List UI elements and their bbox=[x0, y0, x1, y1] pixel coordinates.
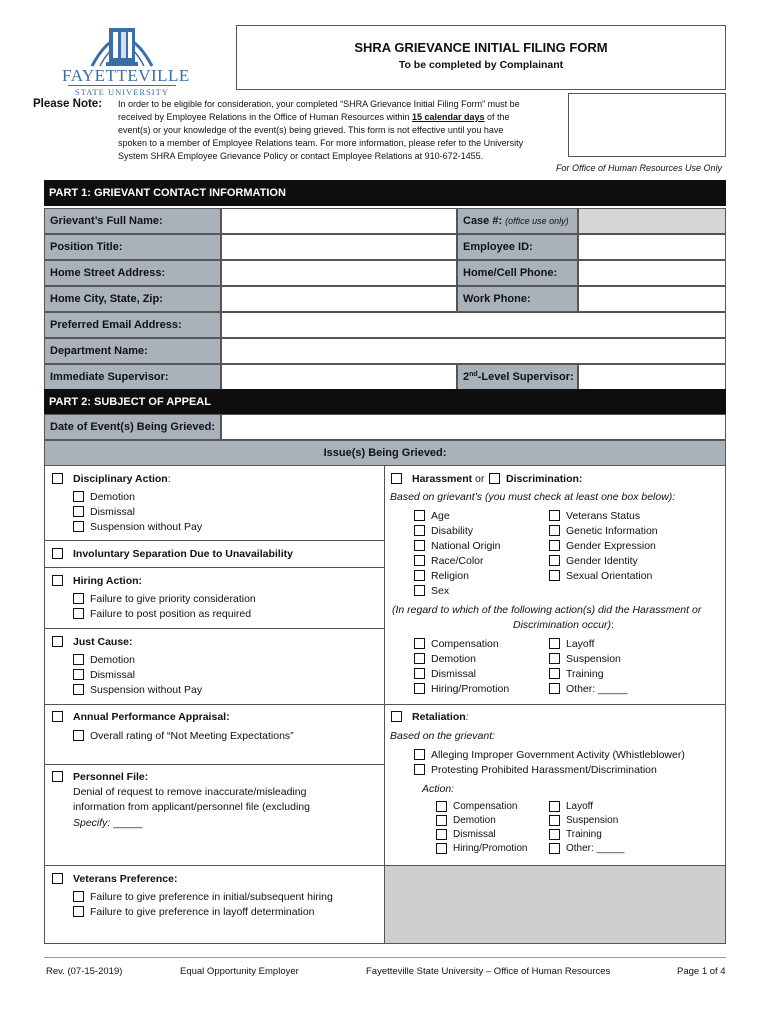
hiring-promotion-checkbox[interactable] bbox=[414, 683, 425, 694]
based-on-text: Based on grievant’s (you must check at least one box below): bbox=[390, 491, 676, 503]
employee-id-field[interactable] bbox=[578, 234, 726, 260]
date-field[interactable] bbox=[221, 414, 726, 440]
personnel-label: Personnel File: bbox=[73, 771, 149, 783]
department-field[interactable] bbox=[221, 338, 726, 364]
position-label: Position Title: bbox=[44, 234, 221, 260]
form-subtitle: To be completed by Complainant bbox=[398, 59, 564, 71]
hiring-promotion-label: Hiring/Promotion bbox=[431, 683, 510, 695]
d-demotion-label: Demotion bbox=[90, 491, 135, 503]
age-checkbox[interactable] bbox=[414, 510, 425, 521]
veterans-status-label: Veterans Status bbox=[566, 510, 641, 522]
demotion-checkbox[interactable] bbox=[414, 653, 425, 664]
age-label: Age bbox=[431, 510, 450, 522]
retaliation-checkbox[interactable] bbox=[391, 711, 402, 722]
note-line-2a: received by Employee Relations in the Office of Human Resources within bbox=[118, 112, 412, 122]
sex-checkbox[interactable] bbox=[414, 585, 425, 596]
retaliation-label bbox=[412, 711, 469, 723]
national-origin-label: National Origin bbox=[431, 540, 501, 552]
compensation-checkbox[interactable] bbox=[414, 638, 425, 649]
v-layoff-checkbox[interactable] bbox=[73, 906, 84, 917]
r-layoff-checkbox[interactable] bbox=[549, 801, 560, 812]
part1-title: PART 1: GRIEVANT CONTACT INFORMATION bbox=[44, 180, 726, 206]
logo-name: FAYETTEVILLE bbox=[62, 66, 190, 85]
action-label: Action: bbox=[422, 783, 455, 795]
layoff-label: Layoff bbox=[566, 638, 595, 650]
d-suspension-checkbox[interactable] bbox=[73, 521, 84, 532]
phone-label: Home/Cell Phone: bbox=[457, 260, 578, 286]
gender-identity-label: Gender Identity bbox=[566, 555, 638, 567]
race-checkbox[interactable] bbox=[414, 555, 425, 566]
j-suspension-checkbox[interactable] bbox=[73, 684, 84, 695]
email-label: Preferred Email Address: bbox=[44, 312, 221, 338]
footer-eoe: Equal Opportunity Employer bbox=[180, 966, 299, 977]
just-cause-checkbox[interactable] bbox=[52, 636, 63, 647]
city-label: Home City, State, Zip: bbox=[44, 286, 221, 312]
whistleblower-checkbox[interactable] bbox=[414, 749, 425, 760]
footer-rev: Rev. (07-15-2019) bbox=[46, 966, 123, 977]
divider-full-4 bbox=[44, 704, 726, 705]
city-field[interactable] bbox=[221, 286, 457, 312]
suspension-label: Suspension bbox=[566, 653, 621, 665]
personnel-line-3 bbox=[73, 817, 142, 829]
personnel-checkbox[interactable] bbox=[52, 771, 63, 782]
r-layoff-label: Layoff bbox=[566, 801, 594, 812]
harassment-checkbox[interactable] bbox=[391, 473, 402, 484]
personnel-specify: Specify: bbox=[73, 817, 111, 829]
r-demotion-checkbox[interactable] bbox=[436, 815, 447, 826]
suspension-checkbox[interactable] bbox=[549, 653, 560, 664]
university-seal-icon bbox=[62, 18, 182, 70]
involuntary-label: Involuntary Separation Due to Unavailability bbox=[73, 548, 293, 560]
case-note: (office use only) bbox=[505, 216, 569, 226]
office-use-label: For Office of Human Resources Use Only bbox=[556, 163, 723, 173]
blank-shaded-cell bbox=[385, 865, 725, 943]
case-label bbox=[457, 208, 578, 234]
religion-checkbox[interactable] bbox=[414, 570, 425, 581]
just-cause-label: Just Cause: bbox=[73, 636, 133, 648]
retaliation-colon: : bbox=[465, 711, 469, 723]
note-line-4: spoken to a member of Employee Relations team. For more information, please refer to the University bbox=[118, 138, 524, 148]
full-name-label: Grievant’s Full Name: bbox=[44, 208, 221, 234]
supervisor-field[interactable] bbox=[221, 364, 457, 390]
veterans-status-checkbox[interactable] bbox=[549, 510, 560, 521]
demotion-label: Demotion bbox=[431, 653, 476, 665]
compensation-label: Compensation bbox=[431, 638, 499, 650]
form-title: SHRA GRIEVANCE INITIAL FILING FORM bbox=[354, 40, 608, 55]
street-field[interactable] bbox=[221, 260, 457, 286]
email-field[interactable] bbox=[221, 312, 726, 338]
street-label: Home Street Address: bbox=[44, 260, 221, 286]
or-text: or bbox=[472, 473, 485, 485]
j-dismissal-label: Dismissal bbox=[90, 669, 135, 681]
regard-line-2 bbox=[513, 619, 614, 631]
v-layoff-label: Failure to give preference in layoff determination bbox=[90, 906, 315, 918]
case-field bbox=[578, 208, 726, 234]
dismissal-label: Dismissal bbox=[431, 668, 476, 680]
logo-line bbox=[68, 85, 176, 86]
personnel-line-1: Denial of request to remove inaccurate/misleading bbox=[73, 786, 307, 798]
discrimination-checkbox[interactable] bbox=[489, 473, 500, 484]
training-checkbox[interactable] bbox=[549, 668, 560, 679]
a-rating-label: Overall rating of “Not Meeting Expectations” bbox=[90, 730, 294, 742]
sex-label: Sex bbox=[431, 585, 450, 597]
h-priority-label: Failure to give priority consideration bbox=[90, 593, 256, 605]
personnel-blank: _____ bbox=[110, 817, 143, 829]
disciplinary-checkbox[interactable] bbox=[52, 473, 63, 484]
part2-title: PART 2: SUBJECT OF APPEAL bbox=[44, 389, 726, 414]
hiring-label: Hiring Action: bbox=[73, 575, 143, 587]
sexual-orientation-label: Sexual Orientation bbox=[566, 570, 653, 582]
v-hiring-checkbox[interactable] bbox=[73, 891, 84, 902]
footer-rule bbox=[44, 957, 726, 958]
other-checkbox[interactable] bbox=[549, 683, 560, 694]
regard-colon: : bbox=[611, 619, 614, 631]
disciplinary-label bbox=[73, 473, 171, 485]
note-line-5: System SHRA Employee Grievance Policy or contact Employee Relations at 910-672-1455. bbox=[118, 151, 484, 161]
office-use-box[interactable] bbox=[568, 93, 726, 157]
harassment-label bbox=[412, 473, 484, 485]
d-dismissal-checkbox[interactable] bbox=[73, 506, 84, 517]
supervisor-label: Immediate Supervisor: bbox=[44, 364, 221, 390]
r-demotion-label: Demotion bbox=[453, 815, 496, 826]
logo-sub: STATE UNIVERSITY bbox=[75, 87, 169, 97]
appraisal-checkbox[interactable] bbox=[52, 711, 63, 722]
h-priority-checkbox[interactable] bbox=[73, 593, 84, 604]
genetic-checkbox[interactable] bbox=[549, 525, 560, 536]
disability-checkbox[interactable] bbox=[414, 525, 425, 536]
religion-label: Religion bbox=[431, 570, 469, 582]
department-label: Department Name: bbox=[44, 338, 221, 364]
date-label: Date of Event(s) Being Grieved: bbox=[44, 414, 221, 440]
r-hiring-checkbox[interactable] bbox=[436, 843, 447, 854]
involuntary-checkbox[interactable] bbox=[52, 548, 63, 559]
retaliation-text: Retaliation bbox=[412, 711, 466, 723]
d-suspension-label: Suspension without Pay bbox=[90, 521, 203, 533]
j-suspension-label: Suspension without Pay bbox=[90, 684, 203, 696]
footer-page: Page 1 of 4 bbox=[677, 966, 726, 977]
r-hiring-label: Hiring/Promotion bbox=[453, 843, 528, 854]
full-name-field[interactable] bbox=[221, 208, 457, 234]
gender-identity-checkbox[interactable] bbox=[549, 555, 560, 566]
disciplinary-colon: : bbox=[167, 473, 171, 485]
r-dismissal-label: Dismissal bbox=[453, 829, 496, 840]
training-label: Training bbox=[566, 668, 604, 680]
note-line-1: In order to be eligible for consideration, your completed “SHRA Grievance Initial Filing Form” must be bbox=[118, 99, 520, 109]
divider-left-5 bbox=[44, 764, 384, 765]
note-label: Please Note: bbox=[33, 98, 103, 110]
a-rating-checkbox[interactable] bbox=[73, 730, 84, 741]
genetic-label: Genetic Information bbox=[566, 525, 658, 537]
phone-field[interactable] bbox=[578, 260, 726, 286]
divider-left-2 bbox=[44, 567, 384, 568]
h-post-label: Failure to post position as required bbox=[90, 608, 252, 620]
divider-left-3 bbox=[44, 628, 384, 629]
appraisal-label: Annual Performance Appraisal: bbox=[73, 711, 230, 723]
footer-org: Fayetteville State University – Office of Human Resources bbox=[366, 966, 611, 977]
employee-id-label: Employee ID: bbox=[457, 234, 578, 260]
layoff-checkbox[interactable] bbox=[549, 638, 560, 649]
d-dismissal-label: Dismissal bbox=[90, 506, 135, 518]
veterans-label: Veterans Preference: bbox=[73, 873, 178, 885]
second-level-text: -Level Supervisor: bbox=[477, 371, 574, 383]
note-line-2c: of the bbox=[484, 112, 510, 122]
disability-label: Disability bbox=[431, 525, 474, 537]
dismissal-checkbox[interactable] bbox=[414, 668, 425, 679]
divider-full-6 bbox=[44, 865, 726, 866]
other-label: Other: _____ bbox=[566, 683, 628, 695]
based-on-grievant: Based on the grievant: bbox=[390, 730, 496, 742]
protesting-label: Protesting Prohibited Harassment/Discrimination bbox=[431, 764, 657, 776]
veterans-checkbox[interactable] bbox=[52, 873, 63, 884]
r-suspension-checkbox[interactable] bbox=[549, 815, 560, 826]
work-phone-label: Work Phone: bbox=[457, 286, 578, 312]
r-training-label: Training bbox=[566, 829, 602, 840]
r-suspension-label: Suspension bbox=[566, 815, 619, 826]
race-label: Race/Color bbox=[431, 555, 484, 567]
h-post-checkbox[interactable] bbox=[73, 608, 84, 619]
note-line-3: event(s) or your knowledge of the event(s) being grieved. This form is not effective until you have bbox=[118, 125, 504, 135]
second-level-num: 2 bbox=[463, 371, 470, 383]
harassment-text: Harassment bbox=[412, 473, 473, 485]
discrimination-label: Discrimination: bbox=[506, 473, 583, 485]
r-compensation-checkbox[interactable] bbox=[436, 801, 447, 812]
position-field[interactable] bbox=[221, 234, 457, 260]
national-origin-checkbox[interactable] bbox=[414, 540, 425, 551]
note-deadline: 15 calendar days bbox=[411, 112, 485, 122]
v-hiring-label: Failure to give preference in initial/subsequent hiring bbox=[90, 891, 333, 903]
divider-left-1 bbox=[44, 540, 384, 541]
sexual-orientation-checkbox[interactable] bbox=[549, 570, 560, 581]
issues-header: Issue(s) Being Grieved: bbox=[44, 440, 726, 466]
protesting-checkbox[interactable] bbox=[414, 764, 425, 775]
r-compensation-label: Compensation bbox=[453, 801, 518, 812]
r-dismissal-checkbox[interactable] bbox=[436, 829, 447, 840]
case-text: Case #: bbox=[463, 215, 503, 227]
header-box bbox=[236, 25, 726, 90]
personnel-line-2: information from applicant/personnel file (excluding bbox=[73, 801, 310, 813]
gender-expression-checkbox[interactable] bbox=[549, 540, 560, 551]
second-level-sup: nd bbox=[469, 370, 478, 378]
gender-expression-label: Gender Expression bbox=[566, 540, 656, 552]
second-level-label bbox=[457, 364, 578, 390]
whistleblower-label: Alleging Improper Government Activity (Whistleblower) bbox=[431, 749, 685, 761]
j-demotion-label: Demotion bbox=[90, 654, 135, 666]
r-training-checkbox[interactable] bbox=[549, 829, 560, 840]
r-other-label: Other: _____ bbox=[566, 843, 625, 854]
j-demotion-checkbox[interactable] bbox=[73, 654, 84, 665]
regard-line-1: (In regard to which of the following action(s) did the Harassment or bbox=[392, 604, 702, 616]
work-phone-field[interactable] bbox=[578, 286, 726, 312]
hiring-checkbox[interactable] bbox=[52, 575, 63, 586]
d-demotion-checkbox[interactable] bbox=[73, 491, 84, 502]
disciplinary-text: Disciplinary Action bbox=[73, 473, 168, 485]
j-dismissal-checkbox[interactable] bbox=[73, 669, 84, 680]
r-other-checkbox[interactable] bbox=[549, 843, 560, 854]
university-logo bbox=[62, 18, 190, 97]
second-level-field[interactable] bbox=[578, 364, 726, 390]
note-line-2 bbox=[118, 112, 510, 122]
regard-text-2: Discrimination occur) bbox=[513, 619, 612, 631]
